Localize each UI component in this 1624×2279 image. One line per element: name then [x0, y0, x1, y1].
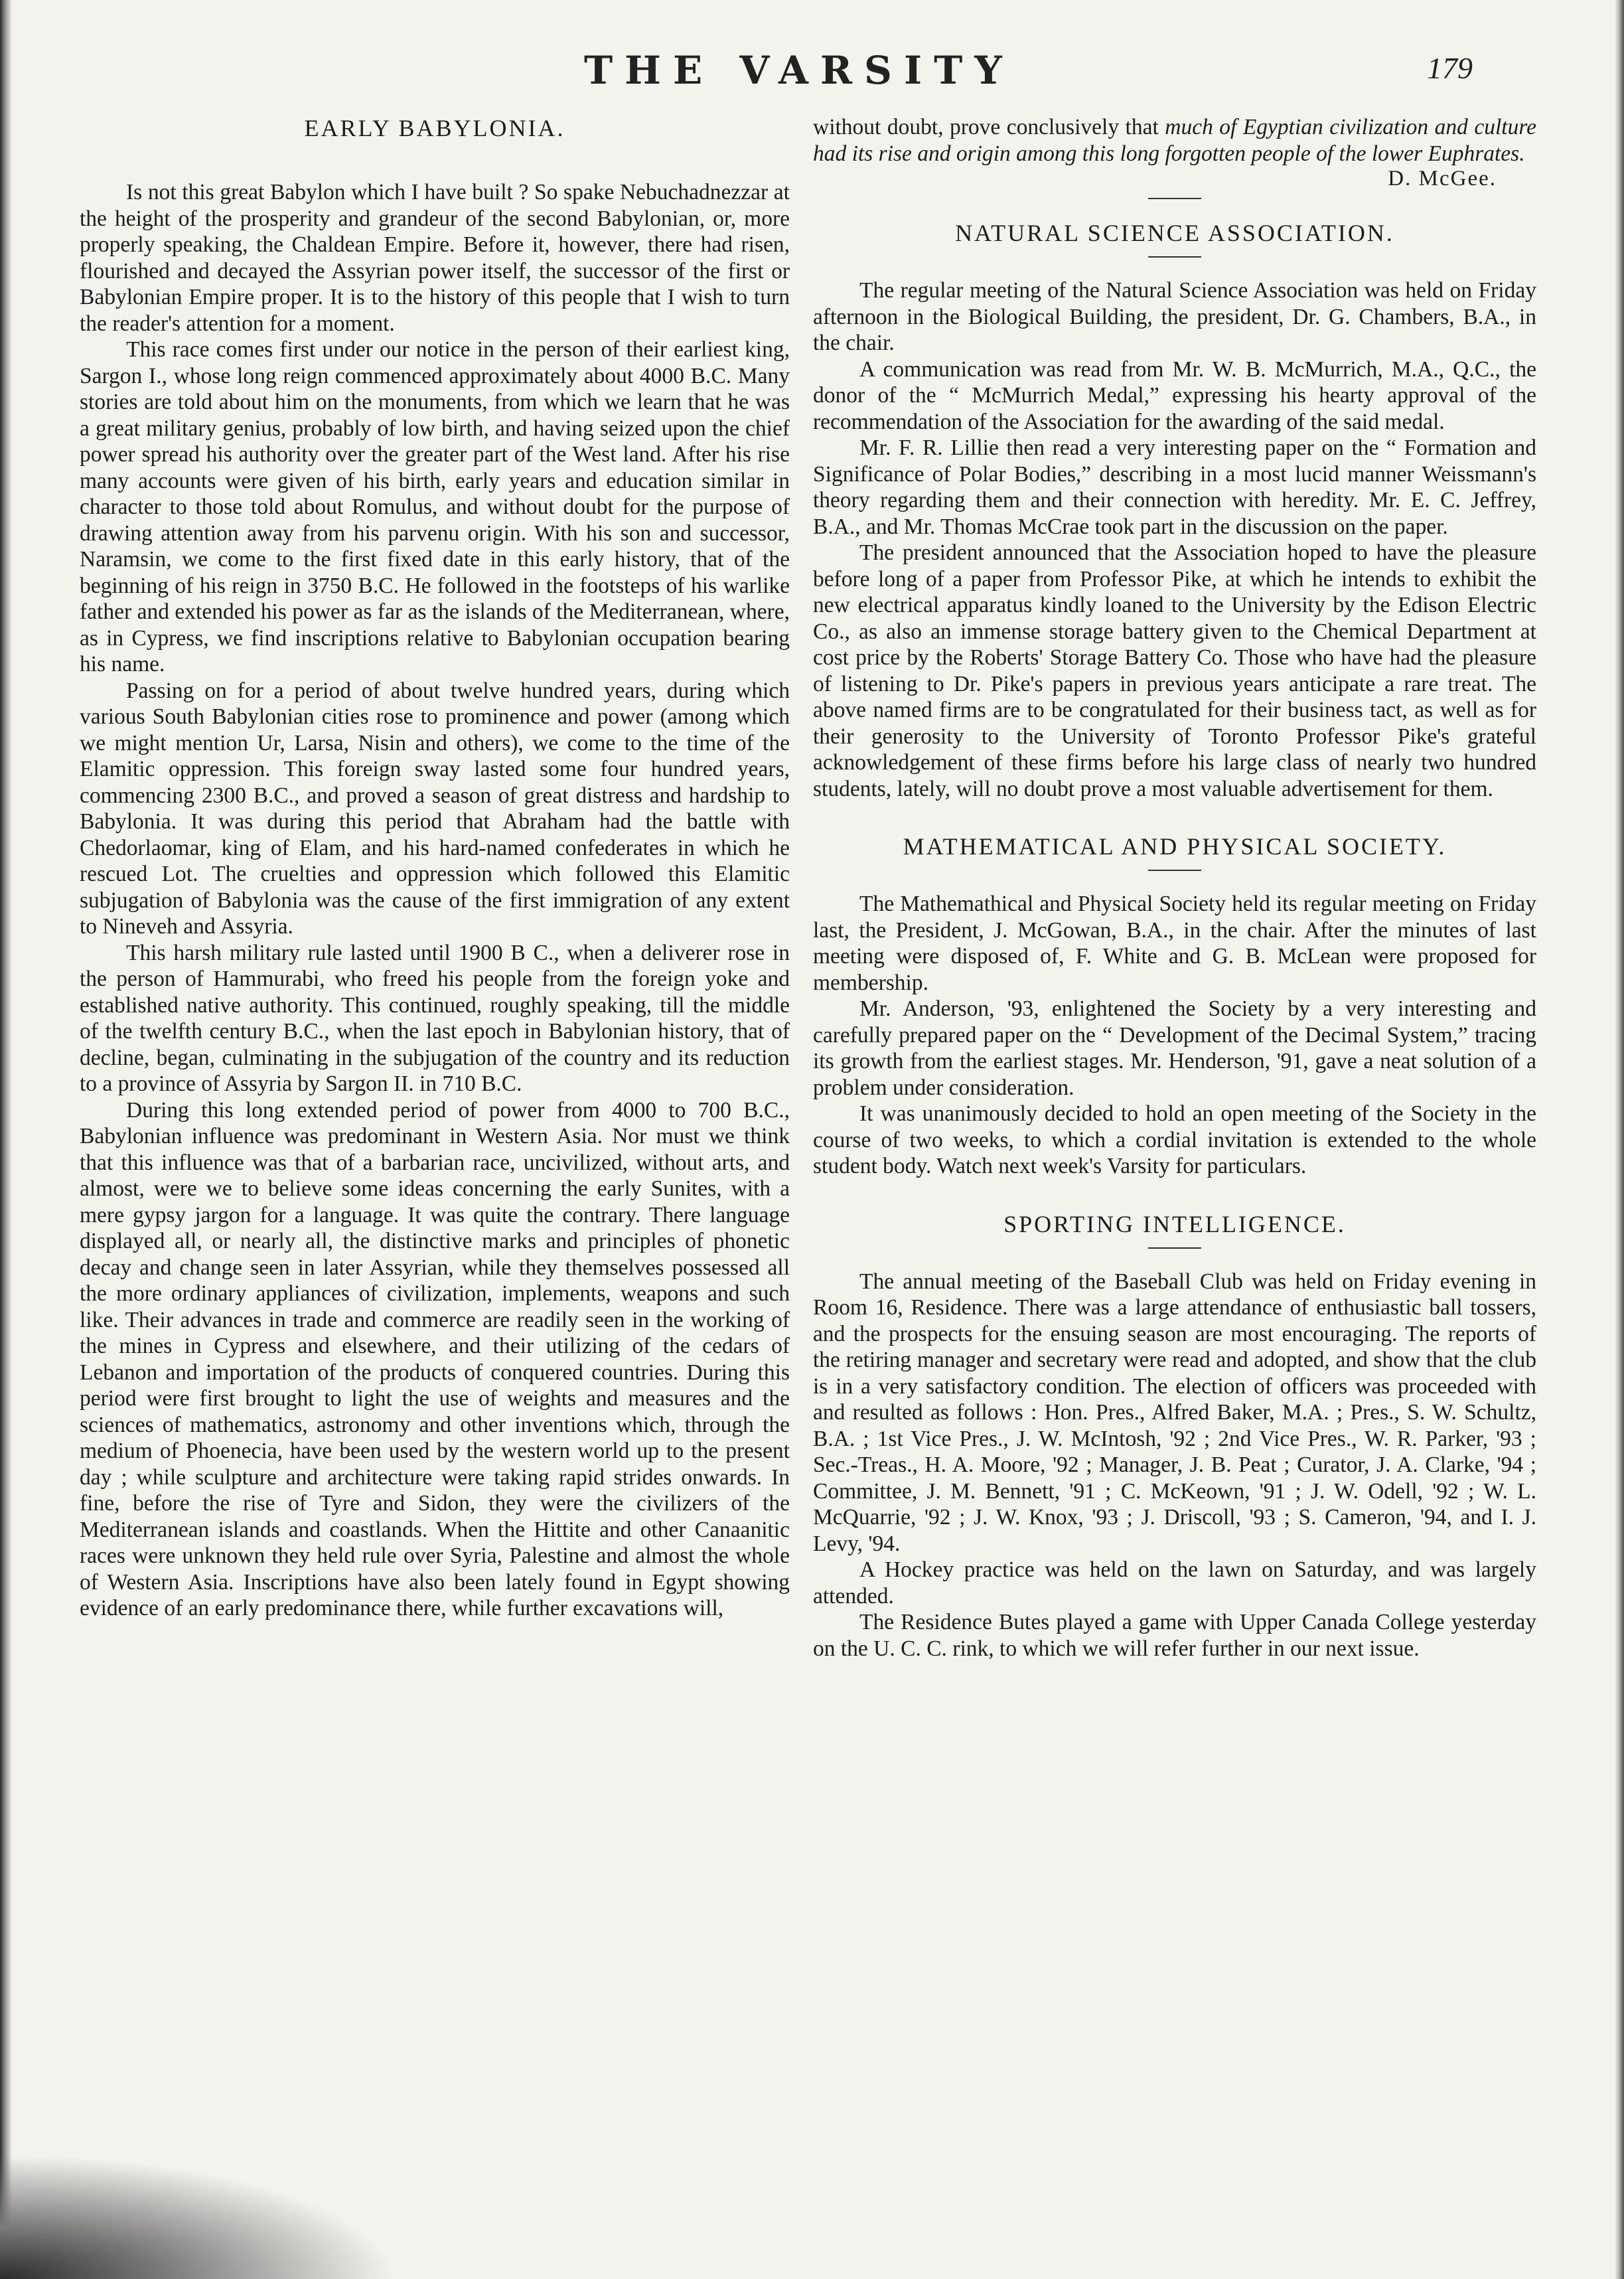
article-paragraph: Is not this great Babylon which I have built ? So spake Nebuchadnezzar at the height of the prosperity and grandeur of the second Babylonian, or, more properly speaking, the Chaldean Empire. Before it, however, there had risen, flourished and decayed the Assyrian power itself, the successor of the first or Babylonian Empire proper. It is to the history of this people that I wish to turn the reader's attention for a moment.: [80, 180, 790, 336]
section-paragraph: The annual meeting of the Baseball Club was held on Friday evening in Room 16, Residence. There was a large attendance of enthusiastic ball tossers, and the prospects for the ensuing season are most encouraging. The reports of the retiring manager and secretary were read and adopted, and show that the club is in a very satisfactory condition. The election of officers was proceeded with and resulted as follows : Hon. Pres., Alfred Baker, M.A. ; Pres., S. W. Schultz, B.A. ; 1st Vice Pres., J. W. McIntosh, '92 ; 2nd Vice Pres., W. R. Parker, '93 ; Sec.-Treas., H. A. Moore, '92 ; Manager, J. B. Peat ; Curator, J. A. Clarke, '94 ; Committee, J. M. Bennett, '91 ; C. McKeown, '91 ; J. W. Odell, '92 ; W. L. McQuarrie, '92 ; J. W. Knox, '93 ; J. Driscoll, '93 ; S. Cameron, '94, and I. J. Levy, '94.: [813, 1269, 1536, 1556]
continuation-text: without doubt, prove conclusively that: [813, 115, 1165, 139]
section-title-sporting: SPORTING INTELLIGENCE.: [1003, 1210, 1346, 1237]
section-paragraph: The regular meeting of the Natural Science Association was held on Friday afternoon in the Biological Building, the president, Dr. G. Chambers, B.A., in the chair.: [813, 278, 1536, 355]
article-paragraph: Passing on for a period of about twelve hundred years, during which various South Babylonian cities rose to prominence and power (among which we might mention Ur, Larsa, Nisin and others), we come to the time of the Elamitic oppression. This foreign sway lasted some four hundred years, commencing 2300 B.C., and proved a season of great distress and hardship to Babylonia. It was during this period that Abraham had the battle with Chedorlaomar, king of Elam, and his hard-named confederates in which he rescued Lot. The cruelties and oppression which followed this Elamitic subjugation of Babylonia was the cause of the first immigration of any extent to Nineveh and Assyria.: [80, 678, 790, 939]
article-paragraph: During this long extended period of power from 4000 to 700 B.C., Babylonian influence was predominant in Western Asia. Nor must we think that this influence was that of a barbarian race, uncivilized, without arts, and almost, were we to believe some ideas concerning the early Sunites, with a mere gypsy jargon for a language. It was quite the contrary. There language displayed all, or nearly all, the distinctive marks and principles of phonetic decay and change seen in later Assyrian, while they themselves possessed all the more ordinary appliances of civilization, implements, weapons and such like. Their advances in trade and commerce are readily seen in the working of the mines in Cypress and elsewhere, and their utilizing of the cedars of Lebanon and importation of the products of conquered countries. During this period were first brought to light the use of weights and measures and the sciences of mathematics, astronomy and other inventions which, through the medium of Phoenecia, have been used by the western world up to the present day ; while sculpture and architecture were taking rapid strides onwards. In fine, before the rise of Tyre and Sidon, they were the civilizers of the Mediterranean islands and coastlands. When the Hittite and other Canaanitic races were unknown they held rule over Syria, Palestine and almost the whole of Western Asia. Inscriptions have also been lately found in Egypt showing evidence of an early predominance there, while further excavations will,: [80, 1097, 790, 1620]
section-paragraph: A communication was read from Mr. W. B. McMurrich, M.A., Q.C., the donor of the “ McMurrich Medal,” expressing his hearty approval of the recommendation of the Association for the awarding of the said medal.: [813, 356, 1536, 434]
section-title-math-physical: MATHEMATICAL AND PHYSICAL SOCIETY.: [903, 833, 1447, 860]
article-title-early-babylonia: EARLY BABYLONIA.: [304, 115, 565, 141]
section-divider: [1148, 870, 1201, 871]
article-continuation: [813, 114, 1536, 167]
masthead: [0, 48, 1624, 101]
newspaper-title: THE VARSITY: [584, 48, 1014, 93]
page-number: 179: [1427, 51, 1473, 85]
author-signature: D. McGee.: [1388, 167, 1497, 191]
section-paragraph: The Mathemathical and Physical Society held its regular meeting on Friday last, the President, J. McGowan, B.A., in the chair. After the minutes of last meeting were disposed of, F. White and G. B. McLean were proposed for membership.: [813, 892, 1536, 995]
article-paragraph: This harsh military rule lasted until 1900 B C., when a deliverer rose in the person of Hammurabi, who freed his people from the foreign yoke and established native authority. This continued, roughly speaking, till the middle of the twelfth century B.C., when the last epoch in Babylonian history, that of decline, began, culminating in the subjugation of the country and its reduction to a province of Assyria by Sargon II. in 710 B.C.: [80, 940, 790, 1096]
page-curl-shadow: [0, 2133, 465, 2279]
continuation-italic-text: much of Egyptian civilization and culture had its rise and origin among this long forgotten people of the lower Euphrates.: [813, 115, 1536, 166]
section-paragraph: A Hockey practice was held on the lawn on Saturday, and was largely attended.: [813, 1557, 1536, 1609]
left-column: [80, 114, 790, 1622]
article-paragraph: This race comes first under our notice in the person of their earliest king, Sargon I., whose long reign commenced approximately about 4000 B.C. Many stories are told about him on the monuments, from which we learn that he was a great military genius, probably of low birth, and having seized upon the chief power spread his authority over the greater part of the West land. After his rise many accounts were given of his birth, early years and education similar in character to those told about Romulus, and without doubt for the purpose of drawing attention away from his parvenu origin. With his son and successor, Naramsin, we come to the first fixed date in this early history, that of the beginning of his reign in 3750 B.C. He followed in the footsteps of his warlike father and extended his power as far as the islands of the Mediterranean, where, as in Cypress, we find inscriptions relative to Babylonian occupation bearing his name.: [80, 337, 790, 676]
right-column: [813, 114, 1536, 1662]
section-divider: [1148, 256, 1201, 258]
page-edge-shadow: [1615, 0, 1624, 2279]
section-paragraph: The Residence Butes played a game with Upper Canada College yesterday on the U. C. C. rink, to which we will refer further in our next issue.: [813, 1610, 1536, 1661]
section-divider: [1148, 1247, 1201, 1249]
section-divider: [1148, 198, 1201, 199]
section-paragraph: The president announced that the Association hoped to have the pleasure before long of a paper from Professor Pike, at which he intends to exhibit the new electrical apparatus kindly loaned to the University by the Edison Electric Co., as also an immense storage battery given to the Chemical Department at cost price by the Roberts' Storage Battery Co. Those who have had the pleasure of listening to Dr. Pike's papers in previous years anticipate a rare treat. The above named firms are to be congratulated for their business tact, as well as for their generosity to the University of Toronto Professor Pike's grateful acknowledgement of these firms before his large class of nearly two hundred students, lately, will no doubt prove a most valuable advertisement for them.: [813, 540, 1536, 801]
section-paragraph: Mr. F. R. Lillie then read a very interesting paper on the “ Formation and Significance of Polar Bodies,” describing in a most lucid manner Weissmann's theory regarding them and their connection with heredity. Mr. E. C. Jeffrey, B.A., and Mr. Thomas McCrae took part in the discussion on the paper.: [813, 435, 1536, 539]
page-binding-shadow: [0, 0, 12, 2279]
section-title-natural-science: NATURAL SCIENCE ASSOCIATION.: [955, 220, 1394, 246]
section-paragraph: It was unanimously decided to hold an open meeting of the Society in the course of two weeks, to which a cordial invitation is extended to the whole student body. Watch next week's Varsity for particulars.: [813, 1101, 1536, 1178]
section-paragraph: Mr. Anderson, '93, enlightened the Society by a very interesting and carefully prepared paper on the “ Development of the Decimal System,” tracing its growth from the earliest stages. Mr. Henderson, '91, gave a neat solution of a problem under consideration.: [813, 996, 1536, 1100]
